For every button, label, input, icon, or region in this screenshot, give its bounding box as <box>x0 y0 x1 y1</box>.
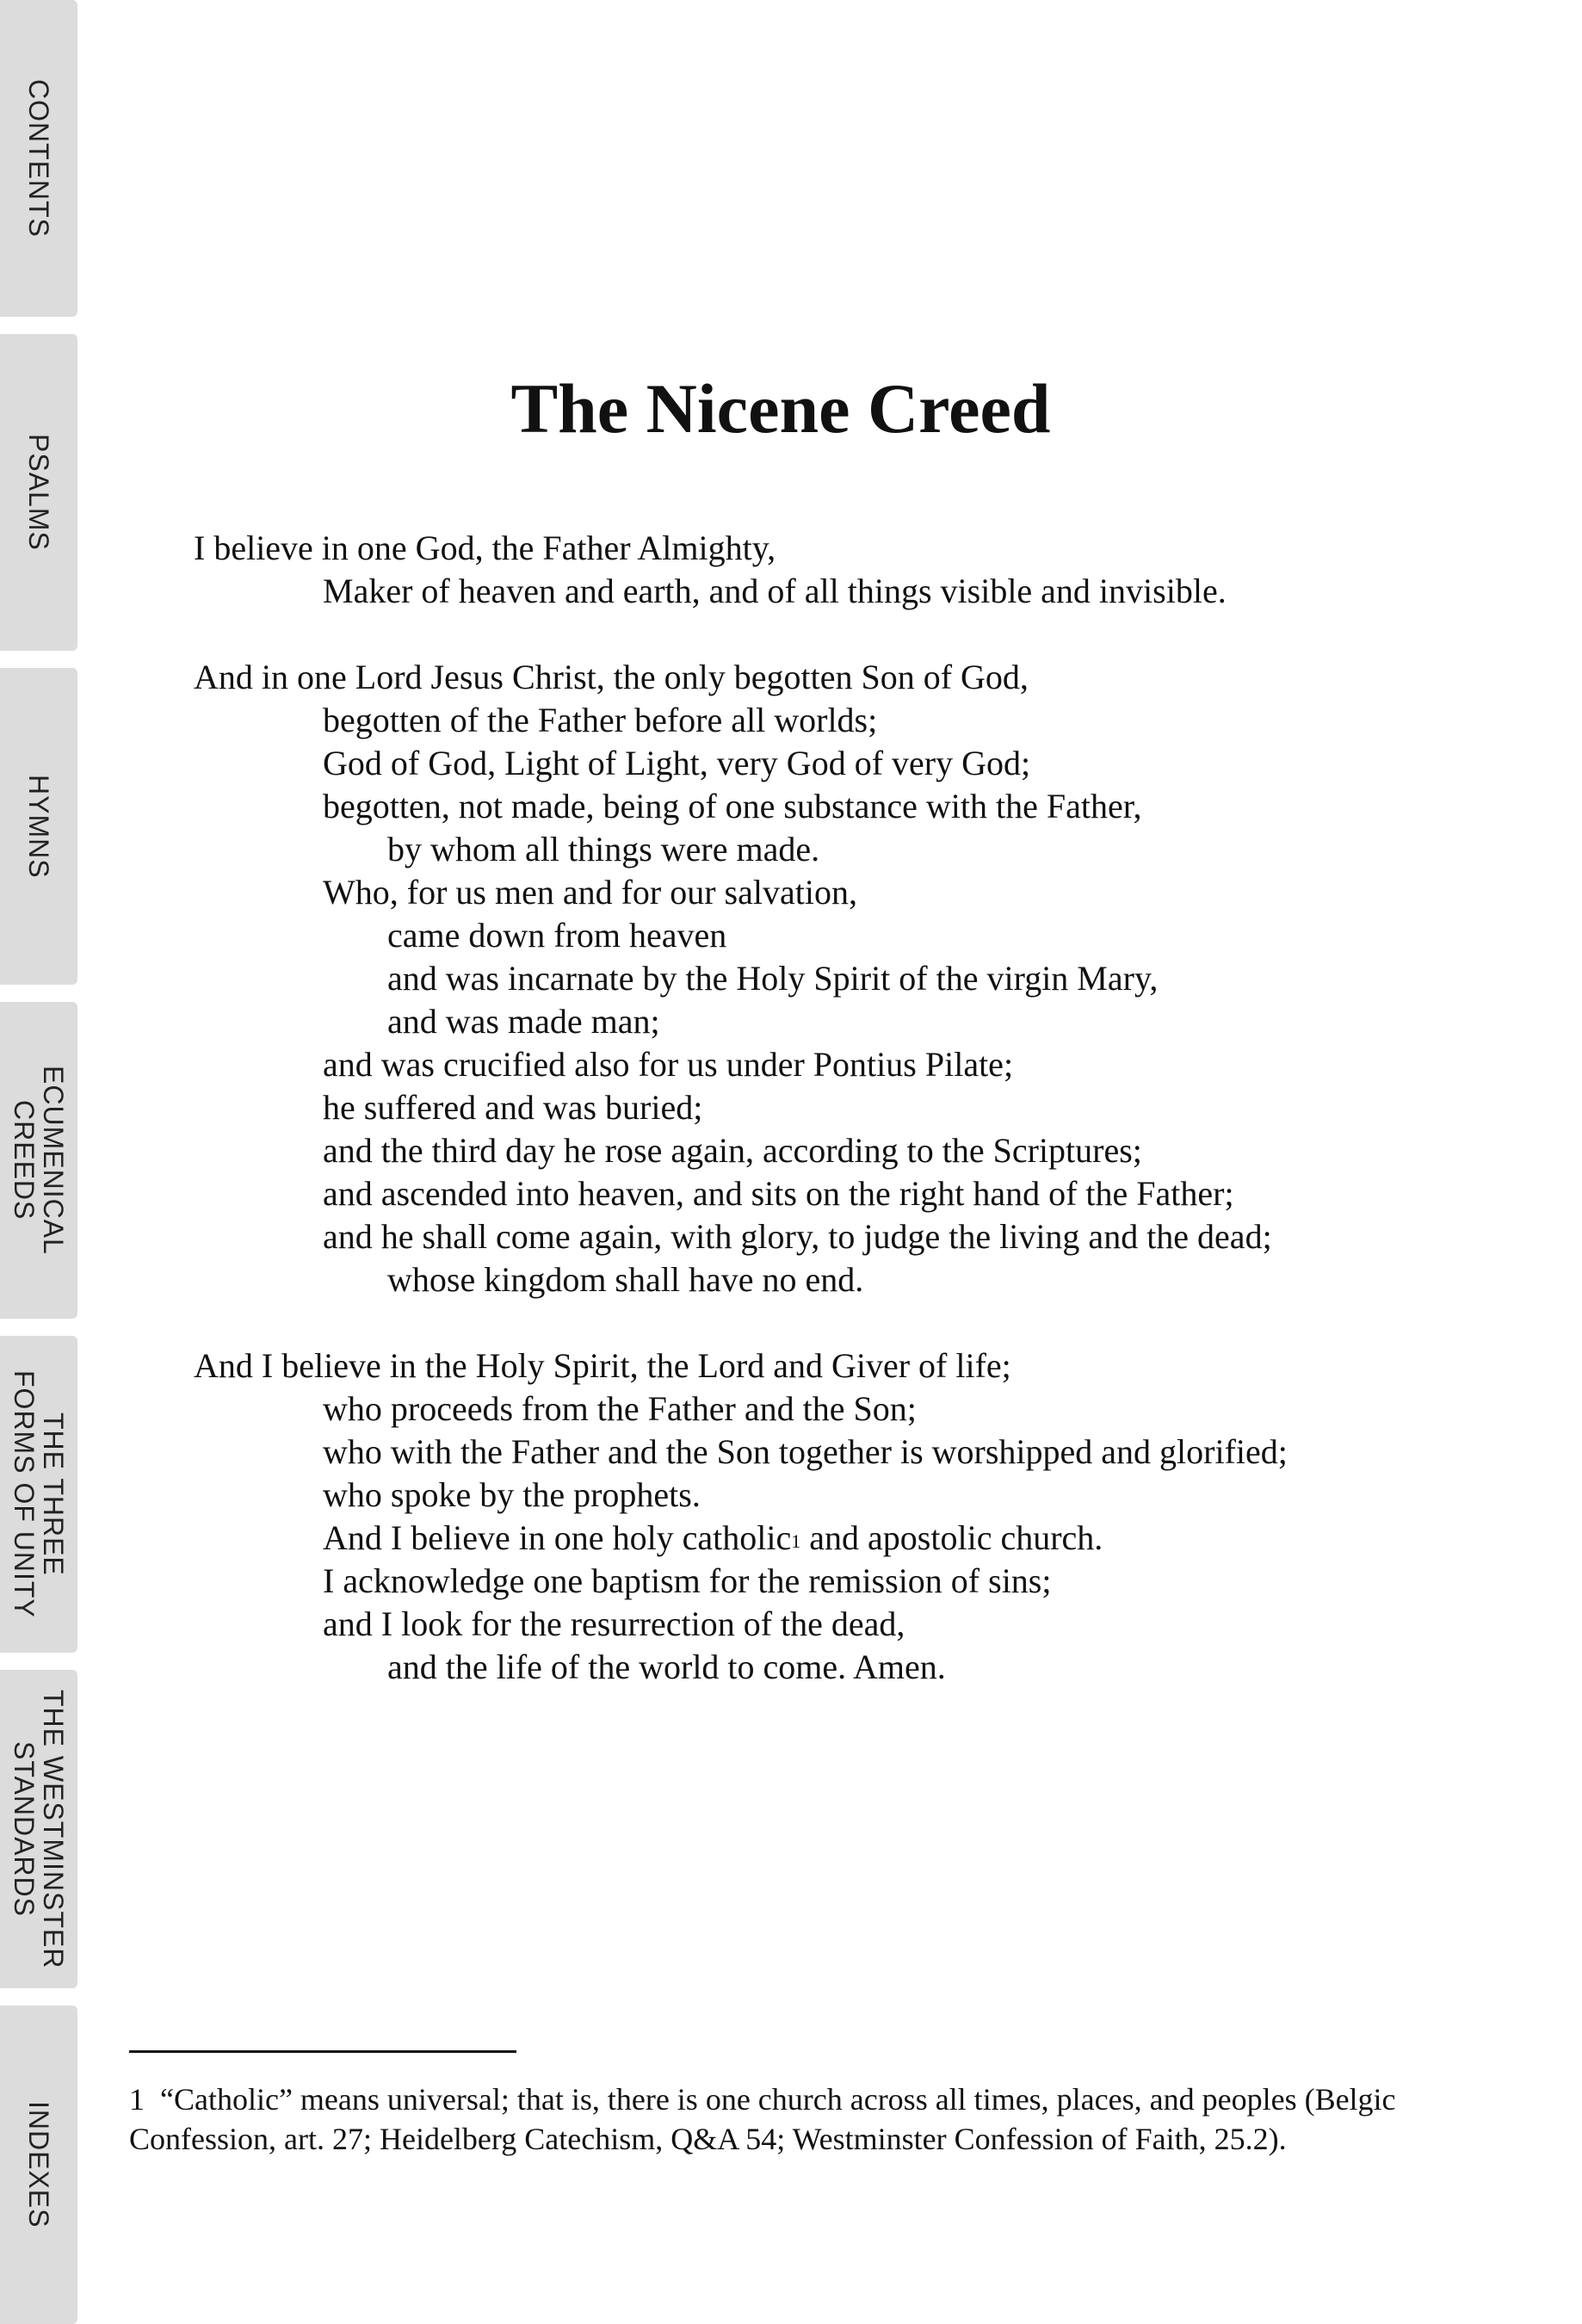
tab-hymns[interactable] <box>0 668 77 985</box>
creed-line: he suffered and was buried; <box>323 1088 703 1127</box>
creed-line: Maker of heaven and earth, and of all things visible and invisible. <box>323 572 1227 610</box>
creed-line: and I look for the resurrection of the dead, <box>323 1604 905 1643</box>
creed-line: I believe in one God, the Father Almighty, <box>194 528 776 567</box>
tab-psalms-label: PSALMS <box>23 434 54 551</box>
tab-ecumenical-creeds-label: ECUMENICAL CREEDS <box>9 1066 69 1255</box>
tab-contents-label: CONTENTS <box>23 79 54 238</box>
creed-line-text: and apostolic church. <box>800 1518 1103 1557</box>
footnote <box>129 2080 1420 2159</box>
tab-contents[interactable] <box>0 0 77 317</box>
creed-paragraph-1 <box>194 527 1485 613</box>
creed-line: I acknowledge one baptism for the remission of sins; <box>323 1561 1052 1600</box>
creed-paragraph-3 <box>194 1344 1485 1689</box>
creed-line: God of God, Light of Light, very God of very God; <box>323 744 1031 782</box>
creed-line: by whom all things were made. <box>387 830 820 868</box>
tab-indexes-label: INDEXES <box>23 2101 54 2228</box>
footnote-divider <box>129 2050 516 2053</box>
tab-psalms[interactable] <box>0 334 77 651</box>
creed-line: and was made man; <box>387 1002 660 1041</box>
creed-line: And in one Lord Jesus Christ, the only begotten Son of God, <box>194 658 1029 696</box>
creed-line: and the third day he rose again, according to the Scriptures; <box>323 1131 1142 1170</box>
creed-line: came down from heaven <box>387 916 727 955</box>
creed-line <box>194 1517 1485 1560</box>
creed-line: and he shall come again, with glory, to judge the living and the dead; <box>323 1217 1272 1256</box>
creed-line: Who, for us men and for our salvation, <box>323 873 857 912</box>
tab-westminster-standards[interactable] <box>0 1670 77 1988</box>
page-title: The Nicene Creed <box>510 369 1051 448</box>
creed-paragraph-2 <box>194 656 1485 1301</box>
creed-line: and was crucified also for us under Pontius Pilate; <box>323 1045 1014 1084</box>
creed-line: and was incarnate by the Holy Spirit of the virgin Mary, <box>387 959 1159 998</box>
footnote-number: 1 <box>129 2082 145 2117</box>
creed-line: and the life of the world to come. Amen. <box>387 1647 946 1686</box>
tab-three-forms-of-unity-label: THE THREE FORMS OF UNITY <box>9 1370 69 1618</box>
creed-line: whose kingdom shall have no end. <box>387 1260 864 1299</box>
tab-hymns-label: HYMNS <box>23 774 54 879</box>
creed-line: And I believe in the Holy Spirit, the Lord and Giver of life; <box>194 1346 1011 1385</box>
creed-line: who with the Father and the Son together is worshipped and glorified; <box>323 1432 1288 1471</box>
footnote-text: “Catholic” means universal; that is, there is one church across all times, places, and peoples (Belgic Confession, art. 27; Heidelberg Catechism, Q&A 54; Westminster Confession of Faith, 25.2). <box>129 2082 1396 2156</box>
creed-line: and ascended into heaven, and sits on the right hand of the Father; <box>323 1174 1234 1213</box>
tab-westminster-standards-label: THE WESTMINSTER STANDARDS <box>9 1689 69 1969</box>
creed-line: who proceeds from the Father and the Son; <box>323 1389 917 1428</box>
footnote-reference[interactable]: 1 <box>791 1530 801 1552</box>
creed-line: who spoke by the prophets. <box>323 1475 701 1514</box>
creed-line: begotten, not made, being of one substance with the Father, <box>323 787 1142 825</box>
creed-text <box>194 527 1485 1732</box>
tab-ecumenical-creeds[interactable] <box>0 1002 77 1319</box>
section-tabs <box>0 0 79 2324</box>
tab-three-forms-of-unity[interactable] <box>0 1336 77 1653</box>
creed-line-text: And I believe in one holy catholic <box>323 1518 792 1557</box>
tab-indexes[interactable] <box>0 2006 77 2324</box>
creed-line: begotten of the Father before all worlds; <box>323 701 878 739</box>
